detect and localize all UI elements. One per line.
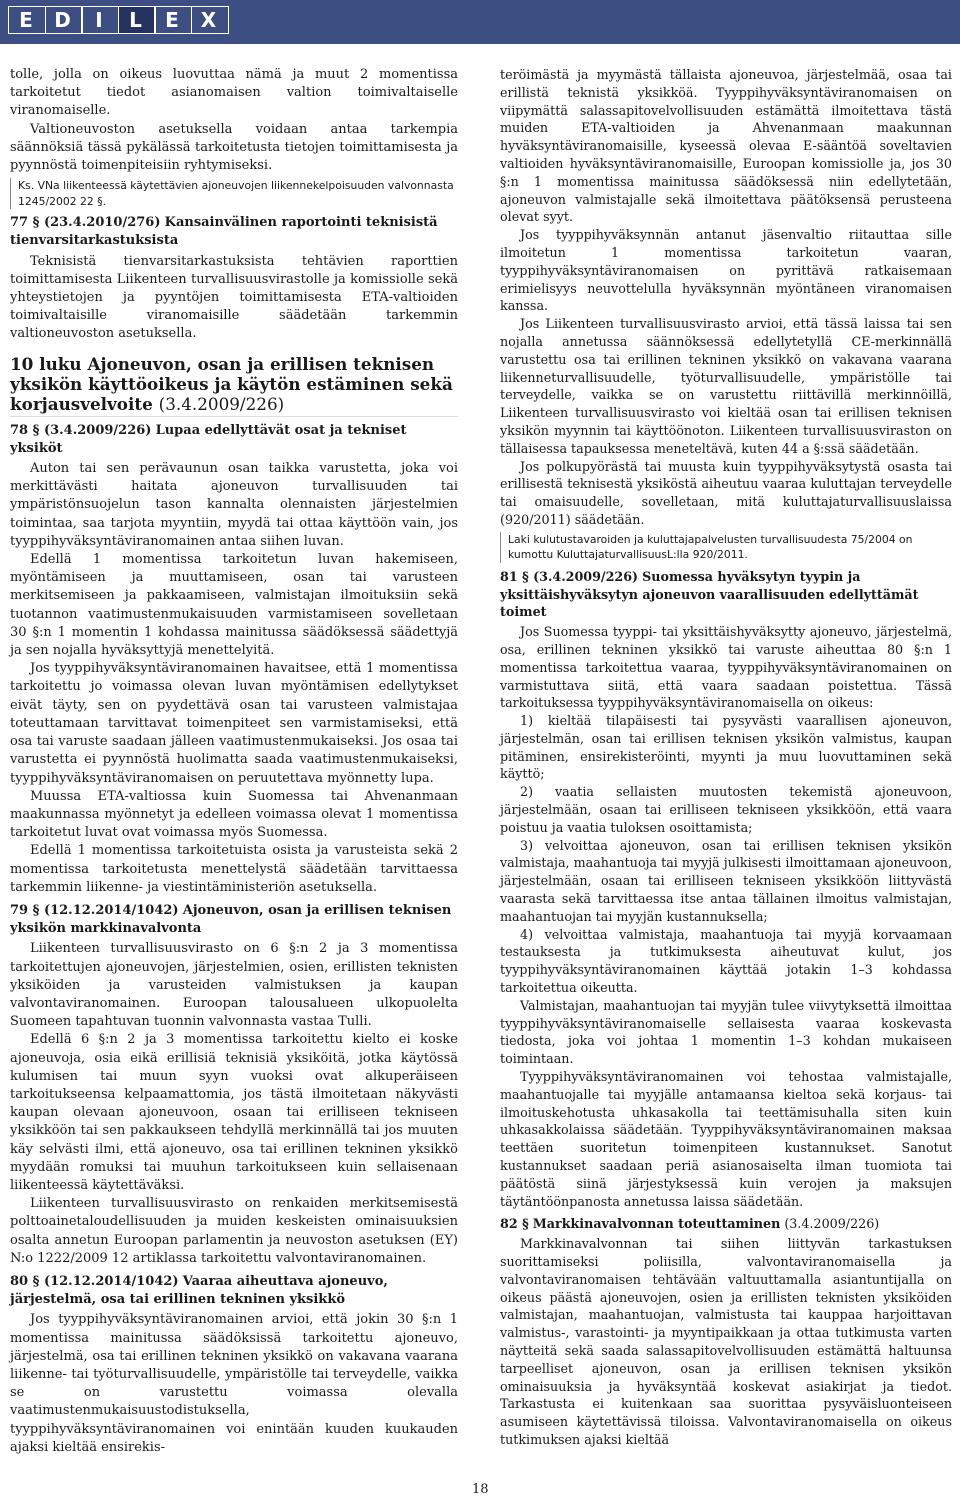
- reference-note: Laki kulutustavaroiden ja kuluttajapalvelusten turvallisuudesta 75/2004 on kumottu KuluttajaturvallisuusL:lla 920/2011.: [500, 532, 952, 563]
- paragraph: Liikenteen turvallisuusvirasto on renkaiden merkitsemisestä polttoainetaloudellisuuden ja muiden keskeisten ominaisuuksien osalta annetun Euroopan parlamentin ja neuvoston asetuksen (EY) N:o 1222/2009 12 artiklassa tarkoitettu valvontaviranomainen.: [10, 1196, 458, 1266]
- paragraph: Valmistajan, maahantuojan tai myyjän tulee viivytyksettä ilmoittaa tyyppihyväksyntäviranomaiselle sellaisesta vaaraa koskevasta tiedosta, joka voi johtaa 1 momentin 1–3 kohdan mukaiseen toimintaan.: [500, 997, 952, 1067]
- paragraph: Teknisistä tienvarsitarkastuksista tehtävien raporttien toimittamisesta Liikenteen turvallisuusvirastolle ja komissiolle sekä yhteystietojen ja pyyntöjen toimittamisesta ETA-valtioiden toimivaltaisille viranomaisille säädetään tarkemmin valtioneuvoston asetuksella.: [10, 253, 458, 342]
- section-78-heading: [10, 422, 458, 458]
- edilex-logo[interactable]: [8, 6, 227, 34]
- section-number: 78 § (3.4.2009/226): [10, 422, 152, 438]
- section-title: Markkinavalvonnan toteuttaminen: [532, 1216, 781, 1232]
- paragraph: Jos polkupyörästä tai muusta kuin tyyppihyväksytystä osasta tai erillisestä teknisestä yksiköstä aiheutuu vaaraa kuluttajan terveydelle tai omaisuudelle, sovelletaan, mitä kuluttajaturvallisuuslaissa (920/2011) säädetään.: [500, 458, 952, 527]
- reference-note: Ks. VNa liikenteessä käytettävien ajoneuvojen liikennekelpoisuuden valvonnasta 1245/2002 22 §.: [10, 178, 458, 209]
- paragraph: Jos Liikenteen turvallisuusvirasto arvioi, että tässä laissa tai sen nojalla annetussa säännöksessä edellytetyllä CE-merkinnällä varustettu osa tai erillinen tekninen yksikkö on vakavana vaarana liikenneturvallisuudelle, työturvallisuudelle, ympäristölle tai terveydelle, vaikka se on varustettu riittävillä merkinnöillä, Liikenteen turvallisuusvirasto voi kieltää osan tai erillisen teknisen yksikön myynnin tai käyttöönoton. Liikenteen turvallisuusviraston on tällaisessa tapauksessa meneteltävä, kuten 44 a §:ssä säädetään.: [500, 316, 952, 456]
- section-title: Ajoneuvon, osan ja erillisen teknisen yksikön markkinavalvonta: [10, 902, 452, 937]
- chapter-10-heading: [10, 354, 458, 417]
- section-77-heading: [10, 214, 458, 250]
- section-number: 79 § (12.12.2014/1042): [10, 902, 179, 918]
- paragraph: Jos tyyppihyväksyntäviranomainen havaitsee, että 1 momentissa tarkoitettu jo voimassa olevan luvan myöntämisen edellytykset eivät täyty, sen on pyydettävä osan tai varusteen valmistajaa toteuttamaan tarvittavat toimenpiteet sen varmistamiseksi, että osa tai varuste saadaan jälleen vaatimustenmukaiseksi. Jos osaa tai varustetta ei pyynnöstä huolimatta saada vaatimustenmukaiseksi, tyyppihyväksyntäviranomaisen on peruutettava myönnetty lupa.: [10, 661, 458, 786]
- section-80-heading: [10, 1273, 458, 1309]
- section-82-heading: [500, 1215, 952, 1233]
- chapter-title: 10 luku Ajoneuvon, osan ja erillisen teknisen yksikön käyttöoikeus ja käytön estäminen sekä korjausvelvoite: [10, 353, 453, 414]
- paragraph: Markkinavalvonnan tai siihen liittyvän tarkastuksen suorittamiseksi poliisilla, valvontaviranomaisella ja valvontaviranomaisen tehtävään valtuuttamalla asiantuntijalla on oikeus päästä ajoneuvojen, osien ja erillisten teknisten yksiköiden valmistajan, maahantuojan, valmistusta tai kauppaa harjoittavan valmistus-, varastointi- ja myyntipaikkaan ja ottaa tutkimusta varten näytteitä sekä saada salassapitovelvollisuuden estämättä haltuunsa tarpeelliset ajoneuvon, osan ja erillisen teknisen yksikön ominaisuuksia ja hyväksyntää koskevat asiakirjat ja tiedot. Tarkastusta ei kuitenkaan saa suorittaa pysyväisluonteiseen asumiseen käytettävissä tiloissa. Valvontaviranomaisella on oikeus tutkimuksen ajaksi kieltää: [500, 1236, 952, 1447]
- paragraph: Jos Suomessa tyyppi- tai yksittäishyväksytty ajoneuvo, järjestelmä, osa, erillinen tekninen yksikkö tai varuste aiheuttaa 80 §:n 1 momentissa tarkoitettua vaaraa, tyyppihyväksyntäviranomainen on varmistuttava siitä, että vaara saadaan poistettua. Tässä tarkoituksessa tyyppihyväksyntäviranomaisella on oikeus:: [500, 624, 952, 711]
- section-reference: (3.4.2009/226): [784, 1216, 880, 1232]
- paragraph: Jos tyyppihyväksyntäviranomainen arvioi, että jokin 30 §:n 1 momentissa mainitussa säädöksissä tarkoitettu ajoneuvo, järjestelmä, osa tai erillinen tekninen yksikkö on vakavana vaarana liikenne- tai työturvallisuudelle, ympäristölle tai terveydelle, vaikka se on varustettu voimassa olevalla vaatimustenmukaisuustodistuksella, tyyppihyväksyntäviranomainen voi enintään kuuden kuukauden ajaksi kieltää ensirekis-: [10, 1312, 458, 1455]
- right-column: [500, 66, 952, 1449]
- section-number: 81 § (3.4.2009/226): [500, 568, 639, 584]
- paragraph: Tyyppihyväksyntäviranomainen voi tehostaa valmistajalle, maahantuojalle tai myyjälle antamaansa kieltoa sekä korjaus- tai ilmoituskehotusta uhkasakolla tai teettämisuhalla siten kuin uhkasakkolaissa säädetään. Tyyppihyväksyntäviranomainen maksaa teettäen suoritetun toimenpiteen kustannukset. Sanotut kustannukset saadaan periä asianosaiselta ilman tuomiota tai päätöstä siinä järjestyksessä kuin verojen ja maksujen täytäntöönpanosta annetussa laissa säädetään.: [500, 1069, 952, 1209]
- logo-letter: I: [81, 6, 119, 34]
- paragraph: Valtioneuvoston asetuksella voidaan antaa tarkempia säännöksiä tässä pykälässä tarkoitetusta tietojen toimittamisesta ja pyynnöstä toimenpiteisiin ryhtymiseksi.: [10, 121, 458, 174]
- section-number: 82 §: [500, 1216, 529, 1232]
- paragraph: Edellä 6 §:n 2 ja 3 momentissa tarkoitettu kielto ei koske ajoneuvoja, osia eikä erillisiä teknisiä yksiköitä, jotka käytössä kulumisen tai muun syyn vuoksi ovat alkuperäiseen tarkoitukseensa kelpaamattomia, jos tästä ilmoitetaan näkyvästi kaupan olevaan ajoneuvoon, osaan tai erilliseen tekniseen yksikköön tai sen pakkaukseen tehdyllä merkinnällä tai jos muuten käy selvästi ilmi, että ajoneuvo, osa tai erillinen tekninen yksikkö myydään romuksi tai muuhun tarkoitukseen kuin sellaisenaan liikenteessä käytettäväksi.: [10, 1032, 458, 1193]
- paragraph: tolle, jolla on oikeus luovuttaa nämä ja muut 2 momentissa tarkoitetut tiedot asianomaisen valtion toimivaltaiselle viranomaiselle.: [10, 67, 458, 119]
- paragraph: 3) velvoittaa ajoneuvon, osan tai erillisen teknisen yksikön valmistaja, maahantuoja tai myyjä julkisesti ilmoittamaan ajoneuvoon, järjestelmään, osaan tai erilliseen tekniseen yksikköön liittyvästä vaarasta sekä tarvittaessa itse antaa tällainen ilmoitus valmistajan, maahantuojan tai myyjän kustannuksella;: [500, 837, 953, 924]
- paragraph: Auton tai sen perävaunun osan taikka varustetta, joka voi merkittävästi haitata ajoneuvon turvallisuuden tai ympäristönsuojelun tason kannalta olennaisten järjestelmien toimintaa, saa tarjota myyntiin, myydä tai ottaa käyttöön vain, jos tyyppihyväksyntäviranomainen antaa siihen luvan.: [10, 461, 458, 549]
- section-number: 80 § (12.12.2014/1042): [10, 1273, 179, 1289]
- section-number: 77 § (23.4.2010/276): [10, 215, 161, 231]
- paragraph: Edellä 1 momentissa tarkoitetun luvan hakemiseen, myöntämiseen ja muuttamiseen, osan tai varusteen merkitsemiseen ja pakkaamiseen, valmistajan ilmoituksiin sekä tuotannon vaatimustenmukaisuuden varmistamiseen sovelletaan 30 §:n 1 momentin 1 kohdassa mainitussa säädöksessä säädettyjä ja sen nojalla hyväksyttyjä menettelyitä.: [10, 552, 458, 659]
- paragraph: 2) vaatia sellaisten muutosten tekemistä ajoneuvoon, järjestelmään, osaan tai erilliseen tekniseen yksikköön, että vaara poistuu ja vaatia tuloksen osoittamista;: [500, 784, 952, 835]
- chapter-reference: (3.4.2009/226): [158, 393, 285, 414]
- paragraph: Jos tyyppihyväksynnän antanut jäsenvaltio riitauttaa sille ilmoitetun 1 momentissa tarkoitetun vaaran, tyyppihyväksyntäviranomaisen on pyrittävä ratkaisemaan erimielisyys neuvottelulla hyväksynnän myöntäneen viranomaisen kanssa.: [500, 227, 952, 314]
- section-79-heading: [10, 902, 458, 938]
- logo-letter: X: [191, 6, 229, 34]
- section-title: Suomessa hyväksytyn tyypin ja yksittäishyväksytyn ajoneuvon vaarallisuuden edellyttämät toimet: [500, 568, 919, 620]
- section-title: Lupaa edellyttävät osat ja tekniset yksiköt: [10, 422, 407, 456]
- logo-letter: E: [8, 6, 46, 34]
- paragraph: 1) kieltää tilapäisesti tai pysyvästi vaarallisen ajoneuvon, järjestelmän, osan tai erillisen teknisen yksikön valmistus, kaupan pitäminen, ensirekisteröinti, myynti ja muu luovuttaminen sekä käyttö;: [500, 713, 952, 782]
- paragraph: Muussa ETA-valtiossa kuin Suomessa tai Ahvenanmaan maakunnassa myönnetyt ja edelleen voimassa olevat 1 momentissa tarkoitetut luvat ovat voimassa myös Suomessa.: [10, 788, 458, 841]
- logo-letter: E: [154, 6, 192, 34]
- logo-letter: D: [45, 6, 83, 34]
- paragraph: Liikenteen turvallisuusvirasto on 6 §:n 2 ja 3 momentissa tarkoitettujen ajoneuvojen, järjestelmien, osien, erillisten teknisten yksiköiden ja varusteiden valmistuksen ja kaupan valvontaviranomainen. Euroopan talousalueen ulkopuolelta Suomeen tapahtuvan tuonnin valvonnasta vastaa Tulli.: [10, 941, 458, 1030]
- logo-letter: L: [118, 6, 156, 34]
- section-title: Kansainvälinen raportointi teknisistä tienvarsitarkastuksista: [10, 215, 438, 249]
- paragraph: teröimästä ja myymästä tällaista ajoneuvoa, järjestelmää, osaa tai erillistä teknistä yksikköä. Tyyppihyväksyntäviranomaisen on viipymättä salassapitovelvollisuuden estämättä ilmoitettava tästä muiden ETA-valtioiden ja Ahvenanmaan maakunnan hyväksyntäviranomaisille, kyseessä olevaa E-sääntöä soveltavien valtioiden hyväksyntäviranomaisille, Euroopan komissiolle ja, jos 30 §:n 1 momentissa mainitussa säädöksessä niin edellytetään, ajoneuvon valmistajalle sekä ilmoitettava päätöksensä perusteena olevat syyt.: [500, 67, 952, 225]
- edilex-header: [0, 0, 960, 44]
- left-column: [10, 66, 458, 1457]
- paragraph: Edellä 1 momentissa tarkoitetuista osista ja varusteista sekä 2 momentissa tarkoitetusta menettelystä säädetään tarvittaessa tarkemmin liikenne- ja viestintäministeriön asetuksella.: [10, 843, 458, 895]
- section-title: Vaaraa aiheuttava ajoneuvo, järjestelmä, osa tai erillinen tekninen yksikkö: [10, 1273, 388, 1308]
- page-number: 18: [472, 1482, 489, 1497]
- paragraph: 4) velvoittaa valmistaja, maahantuoja tai myyjä korvaamaan testauksesta ja tutkimuksesta aiheutuvat kulut, jos tyyppihyväksyntäviranomainen käyttää jotakin 1–3 kohdassa tarkoitettua oikeutta.: [500, 926, 952, 996]
- section-81-heading: [500, 568, 952, 621]
